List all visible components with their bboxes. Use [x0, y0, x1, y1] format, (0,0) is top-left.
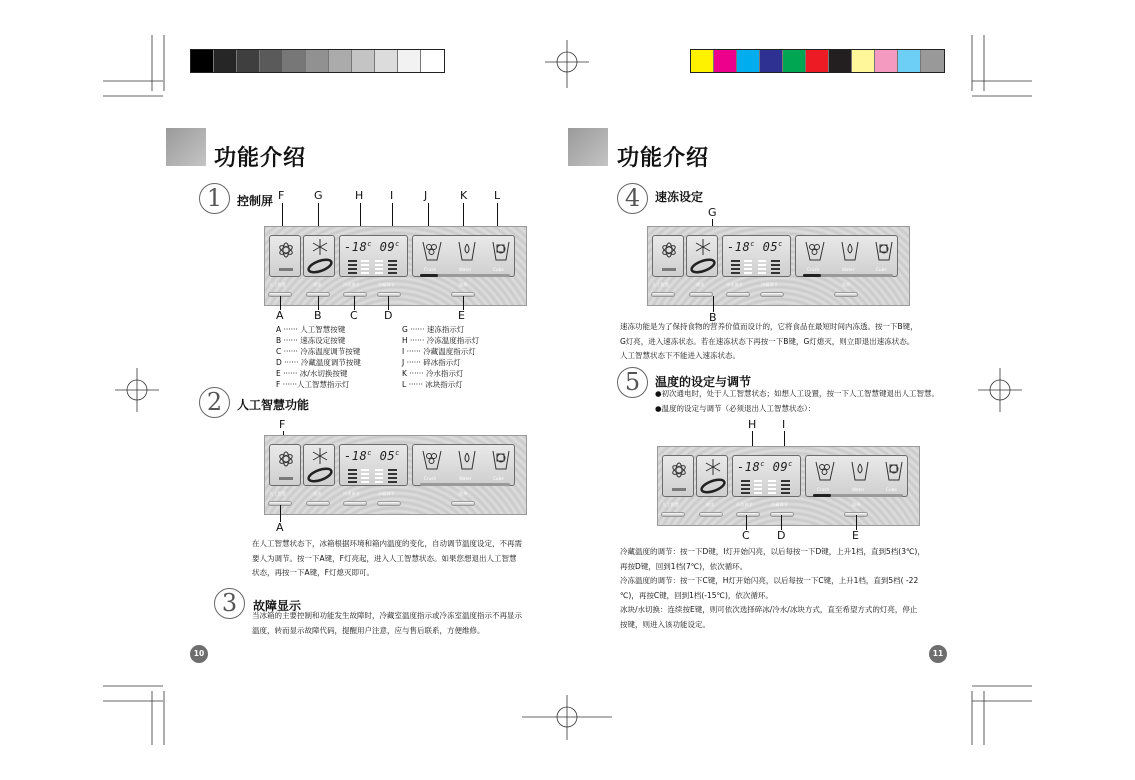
section-number-1: 1	[199, 183, 230, 214]
caption-fridge-adjust: 冷藏调节	[761, 282, 778, 287]
water-label: Water	[842, 267, 855, 272]
legend-L: L ······ 冰块指示灯	[402, 380, 463, 389]
control-panel	[647, 226, 910, 306]
color-swatch	[737, 50, 760, 72]
key-C[interactable]	[343, 501, 367, 506]
color-swatch	[806, 50, 829, 72]
gray-color-bar	[190, 49, 445, 73]
quickfreeze-description	[620, 320, 918, 364]
legend-D: D ······ 冷藏温度调节按键	[276, 358, 361, 367]
temperature-text-line: 按键，则进入该功能设定。	[620, 619, 710, 629]
color-swatch	[714, 50, 737, 72]
temperature-text-line: 冷藏温度的调节：按一下D键，I灯开始闪亮，以后每按一下D键，上升1档，直到5档(3℃)，	[620, 547, 925, 556]
color-swatch	[829, 50, 852, 72]
caption-select: 选择	[459, 491, 468, 496]
caption-fridge-adjust: 冷藏调节	[378, 282, 395, 287]
level-bars-icon	[733, 456, 802, 498]
mode-indicator-bar	[813, 494, 903, 497]
temperature-bullets	[655, 387, 939, 416]
unit-fridge: c	[395, 240, 400, 248]
quickfreeze-text-line: 人工智慧状态下不能进入速冻状态。	[620, 351, 740, 360]
ai-text-line: 要人为调节。按一下A键，F灯亮起，进入人工智慧状态。如果您想退出人工智慧	[252, 553, 517, 563]
mode-indicator-bar	[420, 483, 510, 486]
caption-select: 选择	[842, 282, 851, 287]
header-square	[166, 128, 206, 166]
ai-text-line: 状态，再按一下A键，F灯熄灭即可。	[252, 568, 374, 577]
label-H-5: H	[748, 418, 757, 431]
label-G-4: G	[708, 206, 717, 219]
label-C: C	[350, 309, 358, 322]
color-swatch	[260, 50, 283, 72]
key-E[interactable]	[834, 292, 858, 297]
temperature-text-line: ℃)，再按C键，回到1档(-15℃)，依次循环。	[620, 590, 773, 600]
page-number-right: 11	[929, 645, 947, 663]
label-D-5: D	[777, 529, 786, 542]
level-bars-icon	[723, 236, 792, 278]
water-label: Water	[852, 487, 865, 492]
freezer-temp-display: -18	[737, 460, 761, 474]
unit-fridge: c	[788, 460, 793, 468]
key-B[interactable]	[306, 501, 330, 506]
leader-E-5	[856, 515, 857, 530]
temperature-text-line: 冷冻温度的调节：按一下C键，H灯开始闪亮，以后每按一下C键，上升1档，直到5档( -22	[620, 576, 919, 585]
leader-A-2	[280, 505, 281, 522]
key-D[interactable]	[760, 292, 784, 297]
crush-label: Crush	[817, 487, 830, 492]
leader-B	[318, 296, 319, 310]
crush-label: Crush	[807, 267, 820, 272]
temperature-bullet: ●温度的设定与调节（必须退出人工智慧状态）：	[655, 403, 816, 413]
fault-description	[252, 609, 522, 638]
cube-label: Cube	[493, 267, 504, 272]
fault-text-line: 温度，转而显示故障代码，提醒用户注意，应与售后联系，方便维修。	[252, 625, 485, 635]
fridge-temp-display: 05	[762, 240, 779, 254]
control-panel	[264, 226, 527, 306]
fridge-temp-display: 05	[379, 449, 396, 463]
unit-freezer: c	[760, 460, 765, 468]
mode-indicator-bar	[803, 274, 893, 277]
color-swatch	[921, 50, 944, 72]
section-title-control-panel: 控制屏	[237, 194, 274, 208]
leader-B-4	[713, 296, 714, 312]
level-bars-icon	[340, 445, 409, 487]
page-title-right: 功能介绍	[617, 146, 710, 171]
unit-freezer: c	[367, 449, 372, 457]
section-number-5: 5	[617, 367, 648, 398]
label-A: A	[276, 309, 284, 322]
legend-right	[402, 323, 479, 392]
cube-label: Cube	[886, 487, 897, 492]
color-swatch	[875, 50, 898, 72]
caption-quickfreeze: 速冻	[706, 502, 715, 507]
cube-label: Cube	[493, 476, 504, 481]
mode-indicator-bar	[420, 274, 510, 277]
caption-quickfreeze: 速冻	[313, 282, 322, 287]
key-C[interactable]	[343, 292, 367, 297]
snowflake-icon	[304, 445, 336, 487]
caption-freezer-adjust: 冷冻调节	[736, 502, 753, 507]
quickfreeze-text-line: G灯亮，进入速冻状态。若在速冻状态下再按一下B键，G灯熄灭，则立即退出速冻状态。	[620, 336, 915, 346]
ai-text-line: 在人工智慧状态下，冰箱根据环境和箱内温度的变化，自动调节温度设定，不再需	[252, 539, 522, 548]
cube-label: Cube	[876, 267, 887, 272]
section-number-4: 4	[617, 183, 648, 214]
temperature-bullet: ●初次通电时，处于人工智慧状态；如想人工设置，按一下人工智慧键退出人工智慧。	[655, 389, 940, 398]
freezer-temp-display: -18	[727, 240, 751, 254]
legend-C: C ······ 冷冻温度调节按键	[276, 347, 361, 356]
unit-freezer: c	[750, 240, 755, 248]
caption-fridge-adjust: 冷藏调节	[771, 502, 788, 507]
label-I: I	[390, 189, 394, 202]
label-J: J	[424, 189, 428, 202]
leader-C-5	[746, 515, 747, 530]
color-swatch-bar	[690, 49, 945, 73]
label-H: H	[355, 189, 364, 202]
label-L: L	[494, 189, 501, 202]
caption-fridge-adjust: 冷藏调节	[378, 491, 395, 496]
label-A-2: A	[276, 521, 284, 534]
temperature-text-line: 再按D键，回到1档(7℃)，依次循环。	[620, 561, 748, 571]
caption-freezer-adjust: 冷冻调节	[343, 282, 360, 287]
caption-ai: 人工智慧	[269, 491, 286, 496]
section-title-quickfreeze: 速冻设定	[655, 190, 704, 204]
legend-E: E ······ 冰/水切换按键	[276, 369, 348, 378]
level-bars-icon	[340, 236, 409, 278]
label-B-4: B	[709, 311, 717, 324]
key-B[interactable]	[689, 292, 713, 297]
crush-label: Crush	[424, 267, 437, 272]
leader-D	[388, 296, 389, 310]
section-title-temperature: 温度的设定与调节	[655, 375, 752, 389]
page-number-left: 10	[190, 645, 208, 663]
crush-label: Crush	[424, 476, 437, 481]
color-swatch	[898, 50, 921, 72]
legend-G: G ······ 速冻指示灯	[402, 325, 465, 334]
label-C-5: C	[742, 529, 750, 542]
color-swatch	[237, 50, 260, 72]
control-panel	[264, 435, 527, 515]
label-F: F	[278, 189, 285, 202]
freezer-temp-display: -18	[344, 449, 368, 463]
page-title-left: 功能介绍	[214, 146, 307, 171]
color-swatch	[306, 50, 329, 72]
caption-quickfreeze: 速冻	[696, 282, 705, 287]
key-A[interactable]	[661, 512, 685, 517]
key-B[interactable]	[699, 512, 723, 517]
temperature-text-line: 冰块/水切换：连续按E键，则可依次选择碎冰/冷水/冰块方式，直至希望方式的灯亮，停止	[620, 605, 918, 614]
section-title-ai: 人工智慧功能	[237, 398, 310, 412]
color-swatch	[283, 50, 306, 72]
color-swatch	[760, 50, 783, 72]
section-number-2: 2	[199, 387, 230, 418]
unit-fridge: c	[395, 449, 400, 457]
color-swatch	[852, 50, 875, 72]
key-E[interactable]	[451, 501, 475, 506]
legend-I: I ······ 冷藏温度指示灯	[402, 347, 476, 356]
ai-flower-icon	[653, 236, 685, 278]
legend-left	[276, 323, 361, 392]
legend-F: F ······人工智慧指示灯	[276, 380, 350, 389]
legend-H: H ······ 冷冻温度指示灯	[402, 336, 480, 345]
color-swatch	[398, 50, 421, 72]
leader-E	[463, 296, 464, 310]
key-C[interactable]	[726, 292, 750, 297]
control-panel	[657, 446, 920, 526]
color-swatch	[783, 50, 806, 72]
water-label: Water	[459, 476, 472, 481]
header-square	[568, 128, 608, 166]
legend-J: J ······ 碎冰指示灯	[402, 358, 461, 367]
quickfreeze-text-line: 速冻功能是为了保持食物的营养价值而设计的，它将食品在最短时间内冻透。按一下B键，	[620, 322, 918, 331]
caption-quickfreeze: 速冻	[313, 491, 322, 496]
legend-K: K ······ 冷水指示灯	[402, 369, 464, 378]
key-D[interactable]	[377, 292, 401, 297]
unit-fridge: c	[778, 240, 783, 248]
caption-select: 选择	[459, 282, 468, 287]
label-B: B	[314, 309, 322, 322]
freezer-temp-display: -18	[344, 240, 368, 254]
leader-D-5	[781, 515, 782, 530]
key-C[interactable]	[736, 512, 760, 517]
snowflake-icon	[687, 236, 719, 278]
color-swatch	[375, 50, 398, 72]
caption-ai: 人工智慧	[662, 502, 679, 507]
caption-ai: 人工智慧	[652, 282, 669, 287]
ai-flower-icon	[270, 445, 302, 487]
water-label: Water	[459, 267, 472, 272]
fridge-temp-display: 09	[772, 460, 789, 474]
snowflake-icon	[304, 236, 336, 278]
label-K: K	[460, 189, 468, 202]
caption-ai: 人工智慧	[269, 282, 286, 287]
label-E: E	[458, 309, 465, 322]
color-swatch	[329, 50, 352, 72]
key-D[interactable]	[770, 512, 794, 517]
color-swatch	[691, 50, 714, 72]
key-D[interactable]	[377, 501, 401, 506]
color-swatch	[421, 50, 444, 72]
color-swatch	[214, 50, 237, 72]
snowflake-icon	[697, 456, 729, 498]
leader-C	[354, 296, 355, 310]
fault-text-line: 当冰箱的主要控制和功能发生故障时，冷藏室温度指示或冷冻室温度指示不再显示	[252, 611, 522, 620]
ai-flower-icon	[270, 236, 302, 278]
caption-freezer-adjust: 冷冻调节	[343, 491, 360, 496]
ai-description	[252, 537, 522, 581]
label-D: D	[384, 309, 393, 322]
color-swatch	[191, 50, 214, 72]
label-E-5: E	[852, 529, 859, 542]
label-G: G	[314, 189, 323, 202]
caption-freezer-adjust: 冷冻调节	[726, 282, 743, 287]
section-title-fault: 故障显示	[253, 599, 302, 613]
fridge-temp-display: 09	[379, 240, 396, 254]
key-A[interactable]	[651, 292, 675, 297]
unit-freezer: c	[367, 240, 372, 248]
color-swatch	[352, 50, 375, 72]
caption-select: 选择	[852, 502, 861, 507]
ai-flower-icon	[663, 456, 695, 498]
section-number-3: 3	[214, 588, 245, 619]
label-F-2: F	[279, 418, 286, 431]
legend-B: B ······ 速冻设定按键	[276, 336, 346, 345]
leader-A	[280, 296, 281, 310]
label-I-5: I	[782, 418, 786, 431]
legend-A: A ······ 人工智慧按键	[276, 325, 346, 334]
temperature-description	[620, 545, 925, 632]
